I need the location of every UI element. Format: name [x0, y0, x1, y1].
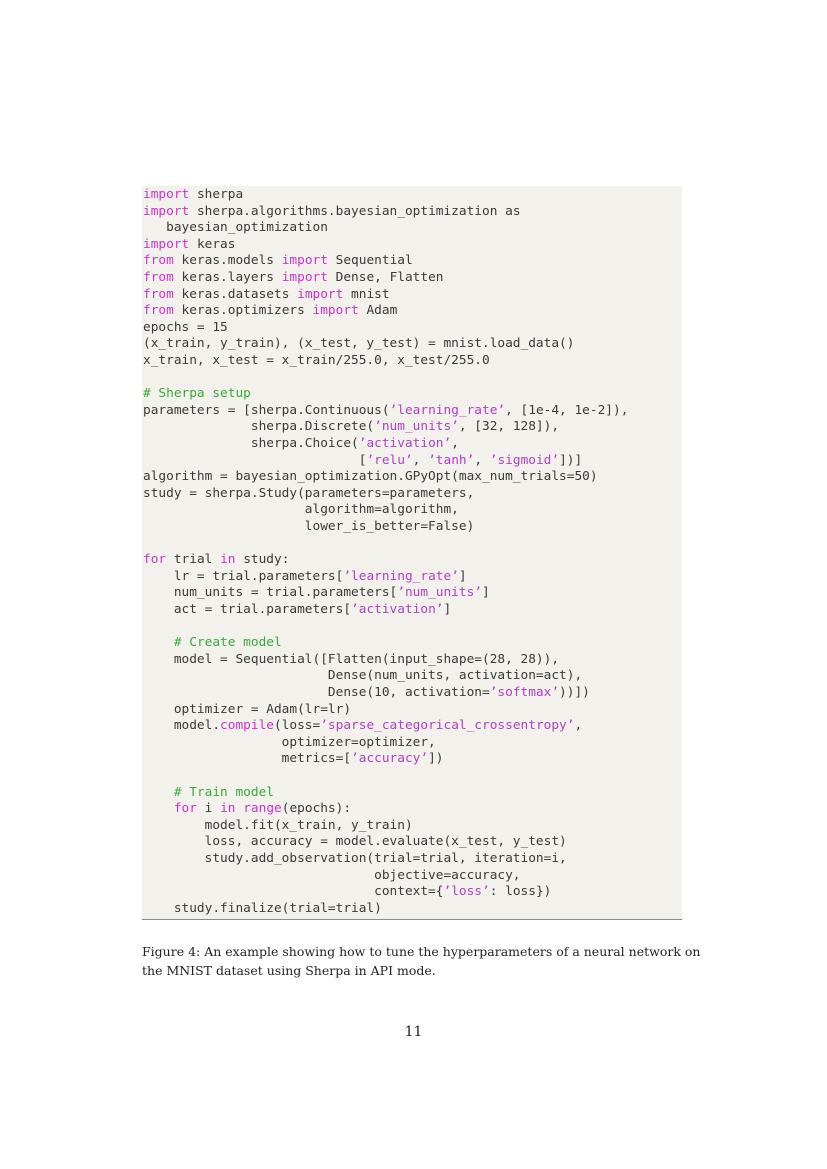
code-token-p: ]: [482, 585, 490, 601]
code-line: [143, 702, 351, 719]
code-token-p: [143, 801, 174, 816]
code-token-kw: for: [143, 552, 167, 568]
code-token-p: lr = trial.parameters[: [143, 568, 344, 584]
code-token-kw: in: [220, 801, 236, 817]
code-token-p: optimizer = Adam(lr=lr): [143, 701, 352, 717]
code-token-p: keras.optimizers: [173, 303, 313, 319]
code-token-p: keras.models: [173, 253, 282, 269]
caption-line-2: the MNIST dataset using Sherpa in API mode.: [142, 963, 436, 978]
code-token-str: ’activation’: [358, 436, 452, 451]
code-token-p: ]: [443, 602, 452, 617]
code-token-p: epochs = 15: [143, 319, 228, 335]
code-line: [143, 519, 474, 536]
code-line: [143, 801, 351, 818]
code-token-p: loss, accuracy = model.evaluate(x_test, y_test): [143, 834, 567, 850]
code-token-p: keras.layers: [173, 270, 282, 285]
code-token-p: ])]: [559, 452, 583, 468]
code-line: [143, 602, 451, 619]
code-token-p: (x_train, y_train), (x_test, y_test) = mnist.load_data(): [143, 336, 575, 352]
code-token-p: model.: [143, 718, 221, 734]
code-line: [143, 486, 474, 503]
code-line: [143, 270, 444, 287]
code-token-p: [143, 635, 174, 650]
code-line: [143, 585, 490, 602]
code-line: [143, 834, 567, 851]
code-line: [143, 453, 582, 470]
code-token-p: act = trial.parameters[: [143, 602, 352, 617]
code-token-cm: # Create model: [173, 635, 282, 651]
code-token-str: ’accuracy’: [351, 751, 429, 767]
code-token-p: : loss}): [489, 884, 552, 900]
code-token-p: keras.datasets: [173, 286, 298, 302]
code-token-p: study = sherpa.Study(parameters=parameters,: [143, 485, 475, 501]
code-line: [143, 320, 228, 337]
code-token-p: mnist: [343, 286, 390, 302]
code-token-kw: compile: [220, 718, 274, 734]
code-token-kw: from: [143, 286, 174, 302]
code-token-p: optimizer=optimizer,: [143, 734, 436, 750]
code-token-p: x_train, x_test = x_train/255.0, x_test/255.0: [143, 353, 490, 368]
code-token-str: ’sigmoid’: [489, 452, 560, 468]
code-token-p: lower_is_better=False): [143, 519, 475, 534]
code-token-str: ’relu’: [366, 452, 413, 468]
figure-caption: [142, 942, 701, 980]
code-line: [143, 187, 243, 204]
code-token-str: ’sparse_categorical_crossentropy’: [320, 718, 575, 734]
code-line: [143, 652, 559, 669]
code-line: [143, 386, 251, 403]
code-token-kw: range: [243, 801, 282, 817]
code-token-kw: import: [281, 253, 328, 269]
code-line: [143, 635, 282, 652]
code-line: [143, 502, 459, 519]
code-line: [143, 336, 574, 353]
code-line: [143, 868, 521, 885]
code-token-p: (loss=: [273, 718, 321, 734]
code-token-p: ]: [458, 568, 467, 584]
code-token-kw: import: [281, 270, 328, 285]
code-line: [143, 303, 397, 320]
code-line: [143, 901, 382, 918]
code-line: [143, 552, 289, 569]
code-token-p: parameters = [sherpa.Continuous(: [143, 402, 390, 418]
code-listing: [142, 186, 682, 920]
code-token-p: model.fit(x_train, y_train): [143, 817, 413, 833]
code-line: [143, 436, 459, 453]
code-line: [143, 884, 551, 901]
code-token-str: ’learning_rate’: [343, 568, 459, 584]
code-token-p: study:: [235, 552, 290, 568]
code-token-str: ’tanh’: [428, 452, 475, 468]
code-token-p: sherpa: [189, 187, 244, 202]
code-token-p: algorithm = bayesian_optimization.GPyOpt(max_num_trials=50): [143, 469, 598, 485]
code-line: [143, 220, 328, 237]
code-token-p: Adam: [358, 303, 398, 319]
code-token-kw: import: [312, 303, 359, 319]
code-token-kw: from: [143, 303, 174, 319]
code-token-p: ,: [474, 452, 490, 468]
code-token-p: num_units = trial.parameters[: [143, 585, 398, 601]
code-token-str: ’learning_rate’: [389, 402, 506, 418]
code-token-kw: from: [143, 253, 174, 269]
code-token-p: sherpa.Discrete(: [143, 419, 375, 435]
code-token-p: bayesian_optimization: [143, 220, 328, 236]
code-token-cm: # Train model: [173, 784, 274, 800]
code-token-str: ’num_units’: [374, 419, 459, 435]
code-token-str: ’loss’: [443, 884, 490, 900]
code-line: [143, 419, 559, 436]
code-token-p: ,: [412, 452, 429, 468]
code-line: [143, 253, 413, 270]
code-token-p: context={: [143, 884, 444, 900]
code-line: [143, 818, 413, 835]
code-token-str: ’activation’: [351, 602, 444, 617]
code-token-p: study.finalize(trial=trial): [143, 900, 382, 916]
code-line: [143, 668, 582, 685]
code-token-p: Dense, Flatten: [327, 270, 444, 285]
code-token-kw: from: [143, 270, 174, 285]
code-token-p: [143, 785, 174, 800]
code-token-p: (epochs):: [281, 801, 352, 817]
code-line: [143, 851, 567, 868]
code-token-p: trial: [166, 552, 221, 568]
code-token-p: metrics=[: [143, 751, 352, 767]
code-token-p: ))]): [559, 685, 590, 700]
code-line: [143, 735, 436, 752]
code-token-p: study.add_observation(trial=trial, iteration=i,: [143, 851, 567, 866]
code-token-p: [: [143, 452, 367, 468]
code-token-kw: import: [143, 236, 190, 252]
code-line: [143, 204, 521, 221]
code-line: [143, 685, 590, 702]
page-number: 11: [404, 1024, 423, 1040]
code-token-p: sherpa.algorithms.bayesian_optimization as: [189, 203, 521, 219]
code-token-kw: for: [173, 801, 197, 817]
code-token-kw: import: [143, 187, 190, 202]
caption-line-1: Figure 4: An example showing how to tune the hyperparameters of a neural network on: [142, 944, 701, 959]
code-token-kw: in: [220, 552, 236, 568]
code-line: [143, 785, 274, 802]
code-line: [143, 353, 490, 370]
code-token-kw: import: [297, 286, 344, 302]
code-token-p: ,: [574, 718, 583, 734]
code-token-p: , [1e-4, 1e-2]),: [505, 402, 629, 418]
code-token-p: ,: [451, 436, 459, 451]
code-line: [143, 287, 390, 304]
code-line: [143, 718, 582, 735]
code-token-p: model = Sequential([Flatten(input_shape=(28, 28)),: [143, 651, 560, 667]
code-token-p: sherpa.Choice(: [143, 436, 359, 451]
code-token-str: ’num_units’: [397, 585, 482, 601]
code-line: [143, 751, 444, 768]
code-token-p: ]): [428, 751, 444, 767]
code-token-p: , [32, 128]),: [458, 419, 560, 435]
code-line: [143, 569, 467, 586]
code-token-p: objective=accuracy,: [143, 867, 521, 883]
code-line: [143, 469, 598, 486]
code-token-str: ’softmax’: [489, 685, 560, 700]
code-token-cm: # Sherpa setup: [143, 386, 251, 402]
code-line: [143, 403, 628, 420]
code-token-p: algorithm=algorithm,: [143, 502, 459, 518]
code-token-p: Dense(10, activation=: [143, 685, 490, 700]
code-token-p: Dense(num_units, activation=act),: [143, 668, 583, 684]
code-token-p: i: [196, 801, 221, 817]
code-token-kw: import: [143, 203, 190, 219]
code-token-p: keras: [189, 236, 236, 252]
code-token-p: Sequential: [327, 253, 413, 269]
code-line: [143, 237, 235, 254]
